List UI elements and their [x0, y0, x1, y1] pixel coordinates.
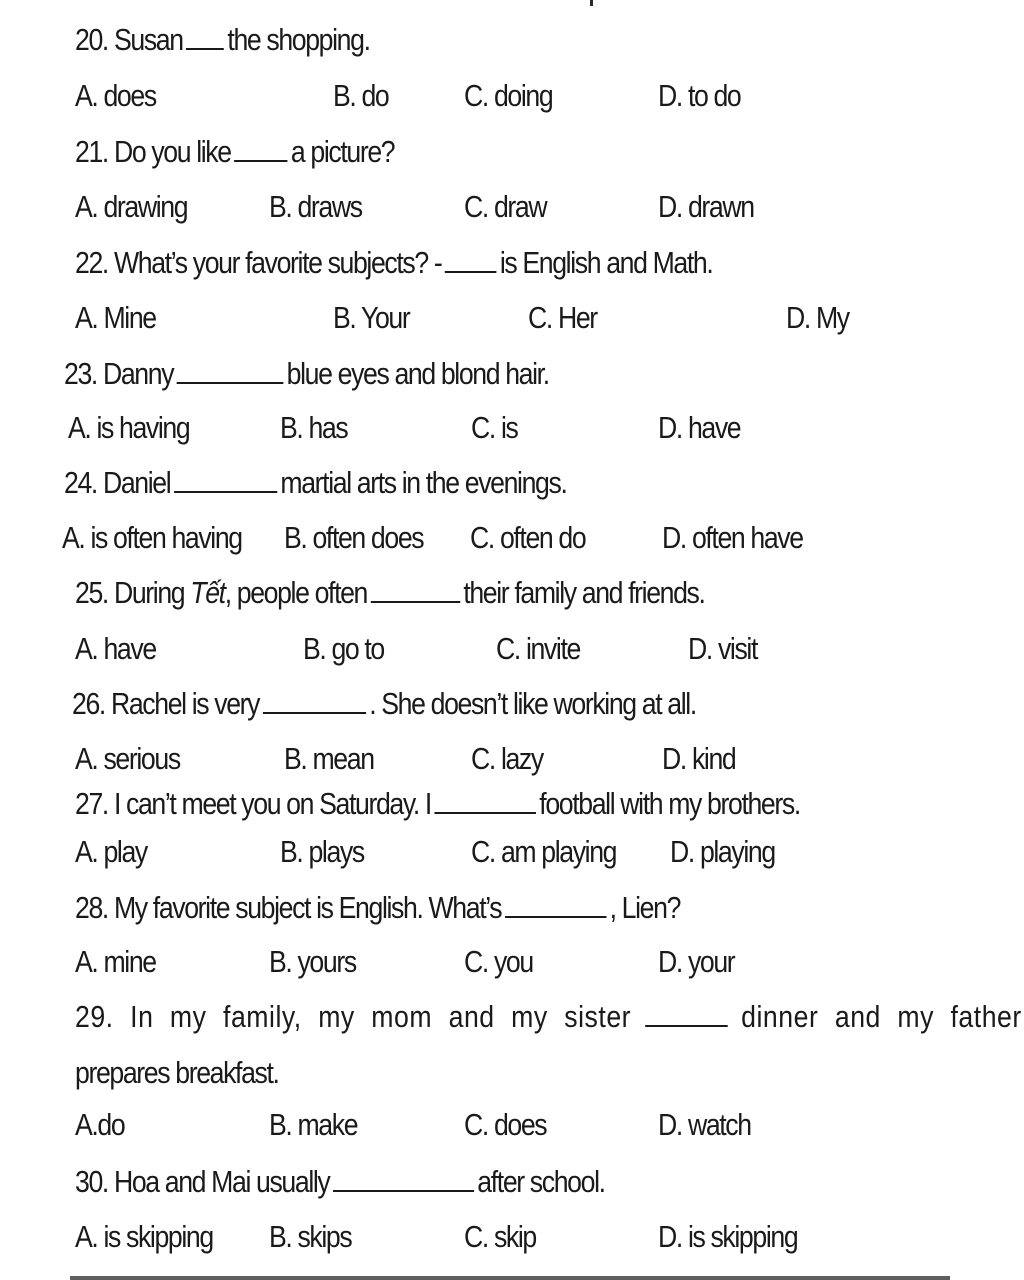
option-c: C. draw [464, 189, 547, 224]
question-number: 26. [72, 686, 105, 721]
answer-blank [177, 356, 284, 384]
question-stem-start: Hoa and Mai usually [113, 1164, 330, 1199]
question-26 [72, 686, 696, 722]
option-a: A. mine [75, 944, 156, 979]
question-stem-start: In my family, my mom and my sister [130, 999, 632, 1034]
option-d: D. is skipping [658, 1219, 798, 1254]
question-number: 23. [64, 356, 97, 391]
option-d: D. your [658, 944, 735, 979]
question-stem-start: Rachel is very [110, 686, 260, 721]
option-d: D. playing [670, 834, 775, 869]
option-c: C. am playing [471, 834, 617, 869]
question-stem-end: dinner and my father [741, 999, 1022, 1034]
question-stem-end: after school. [477, 1164, 605, 1199]
question-number: 27. [75, 786, 108, 821]
question-stem-end: martial arts in the evenings. [280, 465, 567, 500]
option-a: A. play [75, 834, 147, 869]
question-number: 28. [75, 890, 108, 925]
option-c: C. is [471, 410, 518, 445]
question-29-continued: prepares breakfast. [75, 1055, 279, 1090]
question-stem-italic: Tết [190, 575, 225, 610]
question-stem-start: Susan [113, 22, 183, 57]
question-24 [64, 465, 566, 501]
question-number: 21. [75, 134, 108, 169]
option-b: B. often does [284, 520, 424, 555]
answer-blank [645, 999, 728, 1027]
answer-blank [174, 465, 277, 493]
question-stem-start: Daniel [102, 465, 171, 500]
question-25 [75, 575, 705, 611]
option-b: B. plays [280, 834, 364, 869]
question-28 [75, 890, 680, 926]
option-d: D. to do [658, 78, 741, 113]
option-c: C. often do [470, 520, 586, 555]
question-22 [75, 245, 712, 281]
question-27 [75, 786, 800, 822]
question-stem-start: During [113, 575, 185, 610]
question-number: 20. [75, 22, 108, 57]
answer-blank [234, 134, 287, 162]
question-stem-start: What’s your favorite subjects? - [113, 245, 442, 280]
answer-blank [434, 786, 535, 814]
option-a: A. serious [75, 741, 180, 776]
option-b: B. draws [269, 189, 362, 224]
option-a: A. is having [68, 410, 190, 445]
option-c: C. invite [496, 631, 580, 666]
option-a: A. is skipping [75, 1219, 213, 1254]
option-b: B. skips [269, 1219, 352, 1254]
option-c: C. Her [528, 300, 597, 335]
option-d: D. drawn [658, 189, 754, 224]
option-c: C. lazy [471, 741, 543, 776]
question-number: 25. [75, 575, 108, 610]
question-number: 30. [75, 1164, 108, 1199]
answer-blank [370, 575, 459, 603]
option-b: B. go to [303, 631, 384, 666]
question-stem-end: a picture? [290, 134, 395, 169]
option-b: B. make [269, 1107, 358, 1142]
question-stem-start: Danny [102, 356, 174, 391]
option-c: C. skip [464, 1219, 536, 1254]
option-a: A. have [75, 631, 156, 666]
question-stem-end: . She doesn’t like working at all. [369, 686, 696, 721]
option-b: B. do [333, 78, 389, 113]
option-a: A. does [75, 78, 156, 113]
option-d: D. My [786, 300, 849, 335]
option-b: B. mean [284, 741, 374, 776]
answer-blank [505, 890, 606, 918]
option-c: C. you [464, 944, 533, 979]
question-stem-end: their family and friends. [463, 575, 705, 610]
option-d: D. have [658, 410, 741, 445]
option-a: A. Mine [75, 300, 156, 335]
option-c: C. doing [464, 78, 553, 113]
option-b: B. Your [333, 300, 410, 335]
answer-blank [186, 22, 224, 50]
question-stem-mid: , people often [224, 575, 368, 610]
question-number: 24. [64, 465, 97, 500]
question-stem-end: blue eyes and blond hair. [286, 356, 549, 391]
option-a: A.do [75, 1107, 125, 1142]
option-c: C. does [464, 1107, 547, 1142]
question-stem-start: My favorite subject is English. What’s [113, 890, 502, 925]
question-stem-end: , Lien? [609, 890, 681, 925]
question-20 [75, 22, 370, 58]
question-30 [75, 1164, 605, 1200]
answer-blank [333, 1164, 474, 1192]
question-stem-end: the shopping. [227, 22, 370, 57]
question-stem-start: I can’t meet you on Saturday. I [113, 786, 431, 821]
cropped-next-line [70, 1268, 950, 1280]
question-21 [75, 134, 394, 170]
question-number: 29. [75, 999, 114, 1034]
question-stem-end: football with my brothers. [539, 786, 800, 821]
option-d: D. watch [658, 1107, 751, 1142]
option-a: A. is often having [62, 520, 242, 555]
question-number: 22. [75, 245, 108, 280]
answer-blank [263, 686, 366, 714]
cropped-mark [590, 0, 593, 6]
answer-blank [445, 245, 497, 273]
question-stem-start: Do you like [113, 134, 231, 169]
option-a: A. drawing [75, 189, 188, 224]
option-b: B. yours [269, 944, 356, 979]
question-23 [64, 356, 549, 392]
option-d: D. often have [662, 520, 803, 555]
question-29 [75, 999, 1022, 1035]
option-b: B. has [280, 410, 348, 445]
option-d: D. kind [662, 741, 736, 776]
option-d: D. visit [688, 631, 757, 666]
question-stem-end: is English and Math. [499, 245, 713, 280]
